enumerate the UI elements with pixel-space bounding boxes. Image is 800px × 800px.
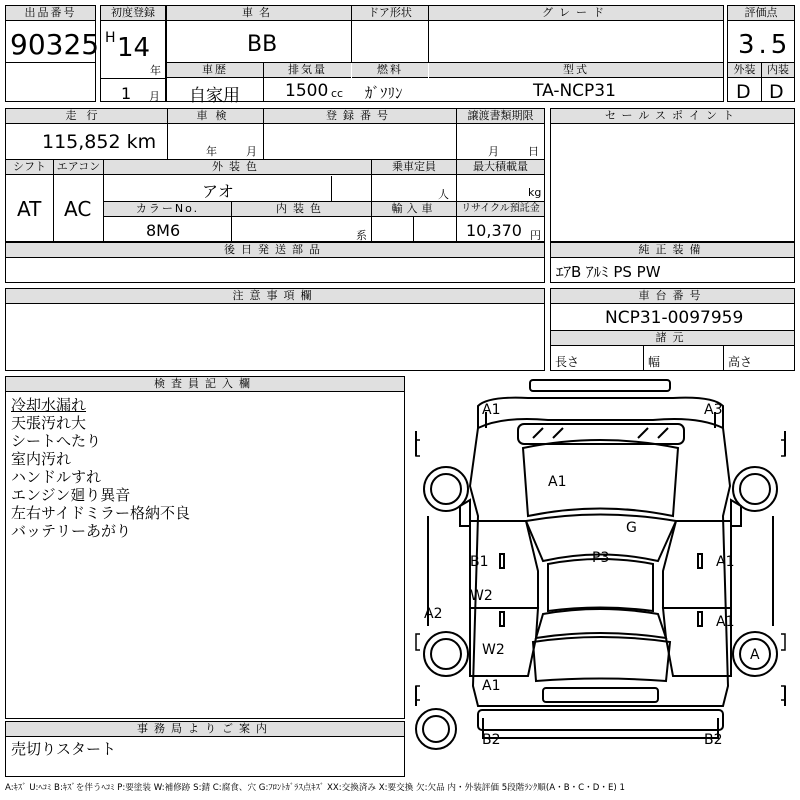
- fuel-value: ｶﾞｿﾘﾝ: [365, 84, 403, 102]
- ext-color-label: 外装色: [104, 160, 371, 175]
- mark-right-front-door: A1: [716, 554, 735, 570]
- fuel-label: 燃料: [352, 63, 428, 78]
- lot-number-label: 出品番号: [6, 6, 95, 21]
- inspector-notes: [11, 396, 190, 540]
- mileage-value: 115,852 km: [42, 131, 157, 153]
- note-line: 冷却水漏れ: [11, 396, 87, 414]
- capacity-label: 乗車定員: [372, 160, 456, 175]
- recycle-value: 10,370: [466, 221, 522, 240]
- mark-hood: A1: [548, 474, 567, 490]
- sales-points-box: [550, 108, 795, 242]
- aircon-label: エアコン: [54, 160, 103, 175]
- recycle-label: リサイクル預託金: [457, 202, 544, 217]
- mark-left-rear-fender: W2: [482, 642, 505, 658]
- length-label: 長さ: [555, 355, 580, 369]
- model-label: 型式: [429, 63, 723, 78]
- door-label: ドア形状: [352, 6, 428, 21]
- note-line: 天張汚れ大: [11, 414, 87, 432]
- score-label: 評価点: [728, 6, 794, 21]
- interior-grade: D: [769, 81, 784, 103]
- history-value: 自家用: [189, 86, 240, 106]
- mark-front-right: A3: [704, 402, 723, 418]
- shift-value: AT: [17, 197, 42, 221]
- registration-label: 登録番号: [264, 109, 456, 124]
- displacement-unit: cc: [331, 87, 344, 100]
- equipment-label: 純正装備: [551, 243, 794, 258]
- width-label: 幅: [648, 355, 661, 369]
- mark-rear-center: A1: [482, 678, 501, 694]
- import-label: 輸入車: [372, 202, 456, 217]
- era-letter: H: [105, 30, 116, 46]
- inspector-label: 検査員記入欄: [6, 377, 404, 392]
- car-name-label: 車名: [167, 6, 351, 21]
- inspection-year-unit: 年: [206, 145, 217, 158]
- transfer-day-unit: 日: [528, 145, 539, 158]
- mark-rear-right-bumper: B2: [704, 732, 723, 748]
- car-diagram-box: [408, 376, 795, 777]
- chassis-box: [550, 288, 795, 371]
- office-box: [5, 721, 405, 777]
- mark-rear-left-bumper: B2: [482, 732, 501, 748]
- note-line: エンジン廻り異音: [11, 486, 131, 504]
- first-registration-label: 初度登録: [101, 6, 165, 21]
- int-color-unit: 系: [356, 229, 367, 242]
- lot-number: 90325: [10, 28, 100, 61]
- displacement-label: 排気量: [264, 63, 351, 78]
- mark-windshield: G: [626, 520, 637, 536]
- color-no-label: カラーNo.: [104, 202, 231, 217]
- dims-label: 諸元: [551, 331, 794, 346]
- grade-label: グレード: [429, 6, 723, 21]
- chassis-value: NCP31-0097959: [605, 308, 744, 328]
- score-box: [727, 5, 795, 102]
- mark-right-rear-door: A1: [716, 614, 735, 630]
- color-no-value: 8M6: [146, 221, 181, 240]
- vehicle-info-box: [166, 5, 724, 106]
- note-line: 室内汚れ: [11, 450, 72, 468]
- equipment-box: [550, 242, 795, 283]
- car-name: BB: [247, 32, 278, 57]
- inspection-label: 車検: [168, 109, 263, 124]
- ext-color-value: アオ: [202, 182, 234, 201]
- recycle-unit: 円: [530, 229, 541, 242]
- registration-month: 1: [121, 84, 132, 103]
- office-label: 事務局よりご案内: [6, 722, 404, 737]
- caution-label: 注意事項欄: [6, 289, 544, 304]
- score-value: 3.5: [738, 30, 792, 60]
- later-parts-label: 後日発送部品: [6, 243, 544, 258]
- lot-number-box: [5, 5, 100, 102]
- office-note: 売切りスタート: [11, 740, 117, 758]
- sales-points-label: セールスポイント: [551, 109, 794, 124]
- note-line: ハンドルすれ: [11, 468, 102, 486]
- mark-left-sill: A2: [424, 606, 443, 622]
- shift-label: シフト: [6, 160, 53, 175]
- equipment-value: ｴｱB ｱﾙﾐ PS PW: [556, 263, 661, 281]
- max-load-unit: kg: [528, 186, 542, 199]
- caution-box: [5, 288, 545, 371]
- mark-rear-right-tire: A: [750, 647, 760, 663]
- details-box: [5, 108, 545, 242]
- max-load-label: 最大積載量: [457, 160, 544, 175]
- note-line: バッテリーあがり: [11, 522, 132, 540]
- car-diagram: [408, 376, 795, 777]
- chassis-label: 車台番号: [551, 289, 794, 304]
- int-color-label: 内装色: [232, 202, 371, 217]
- transfer-month-unit: 月: [488, 145, 499, 158]
- transfer-label: 譲渡書類期限: [457, 109, 544, 124]
- mark-roof: P3: [592, 550, 610, 566]
- registration-year: 14: [117, 33, 151, 63]
- note-line: 左右サイドミラー格納不良: [11, 504, 190, 522]
- aircon-value: AC: [64, 197, 92, 221]
- note-line: シートへたり: [11, 432, 102, 450]
- later-parts-box: [5, 242, 545, 283]
- year-unit: 年: [150, 64, 161, 77]
- mileage-label: 走行: [6, 109, 167, 124]
- history-label: 車歴: [167, 63, 263, 78]
- model-value: TA-NCP31: [533, 81, 616, 101]
- legend: A:ｷｽﾞ U:ﾍｺﾐ B:ｷｽﾞを伴うﾍｺﾐ P:要塗装 W:補修跡 S:錆 C:腐食、穴 G:ﾌﾛﾝﾄｶﾞﾗｽ点ｷｽﾞ XX:交換済み X:要交換 欠:欠品 内・外装評価 5段階ﾗﾝｸ順(A・B・C・D・E) 1: [5, 783, 625, 793]
- capacity-unit: 人: [438, 188, 449, 201]
- month-unit: 月: [149, 90, 160, 103]
- exterior-grade: D: [736, 81, 751, 103]
- exterior-label: 外装: [728, 63, 761, 78]
- interior-label: 内装: [762, 63, 794, 78]
- mark-left-front-door: B1: [470, 554, 489, 570]
- height-label: 高さ: [728, 355, 753, 369]
- displacement-value: 1500: [285, 81, 329, 101]
- mark-left-rear-door: W2: [470, 588, 493, 604]
- inspector-box: [5, 376, 405, 719]
- inspection-month-unit: 月: [246, 145, 257, 158]
- first-registration-box: [100, 5, 166, 102]
- mark-front-left: A1: [482, 402, 501, 418]
